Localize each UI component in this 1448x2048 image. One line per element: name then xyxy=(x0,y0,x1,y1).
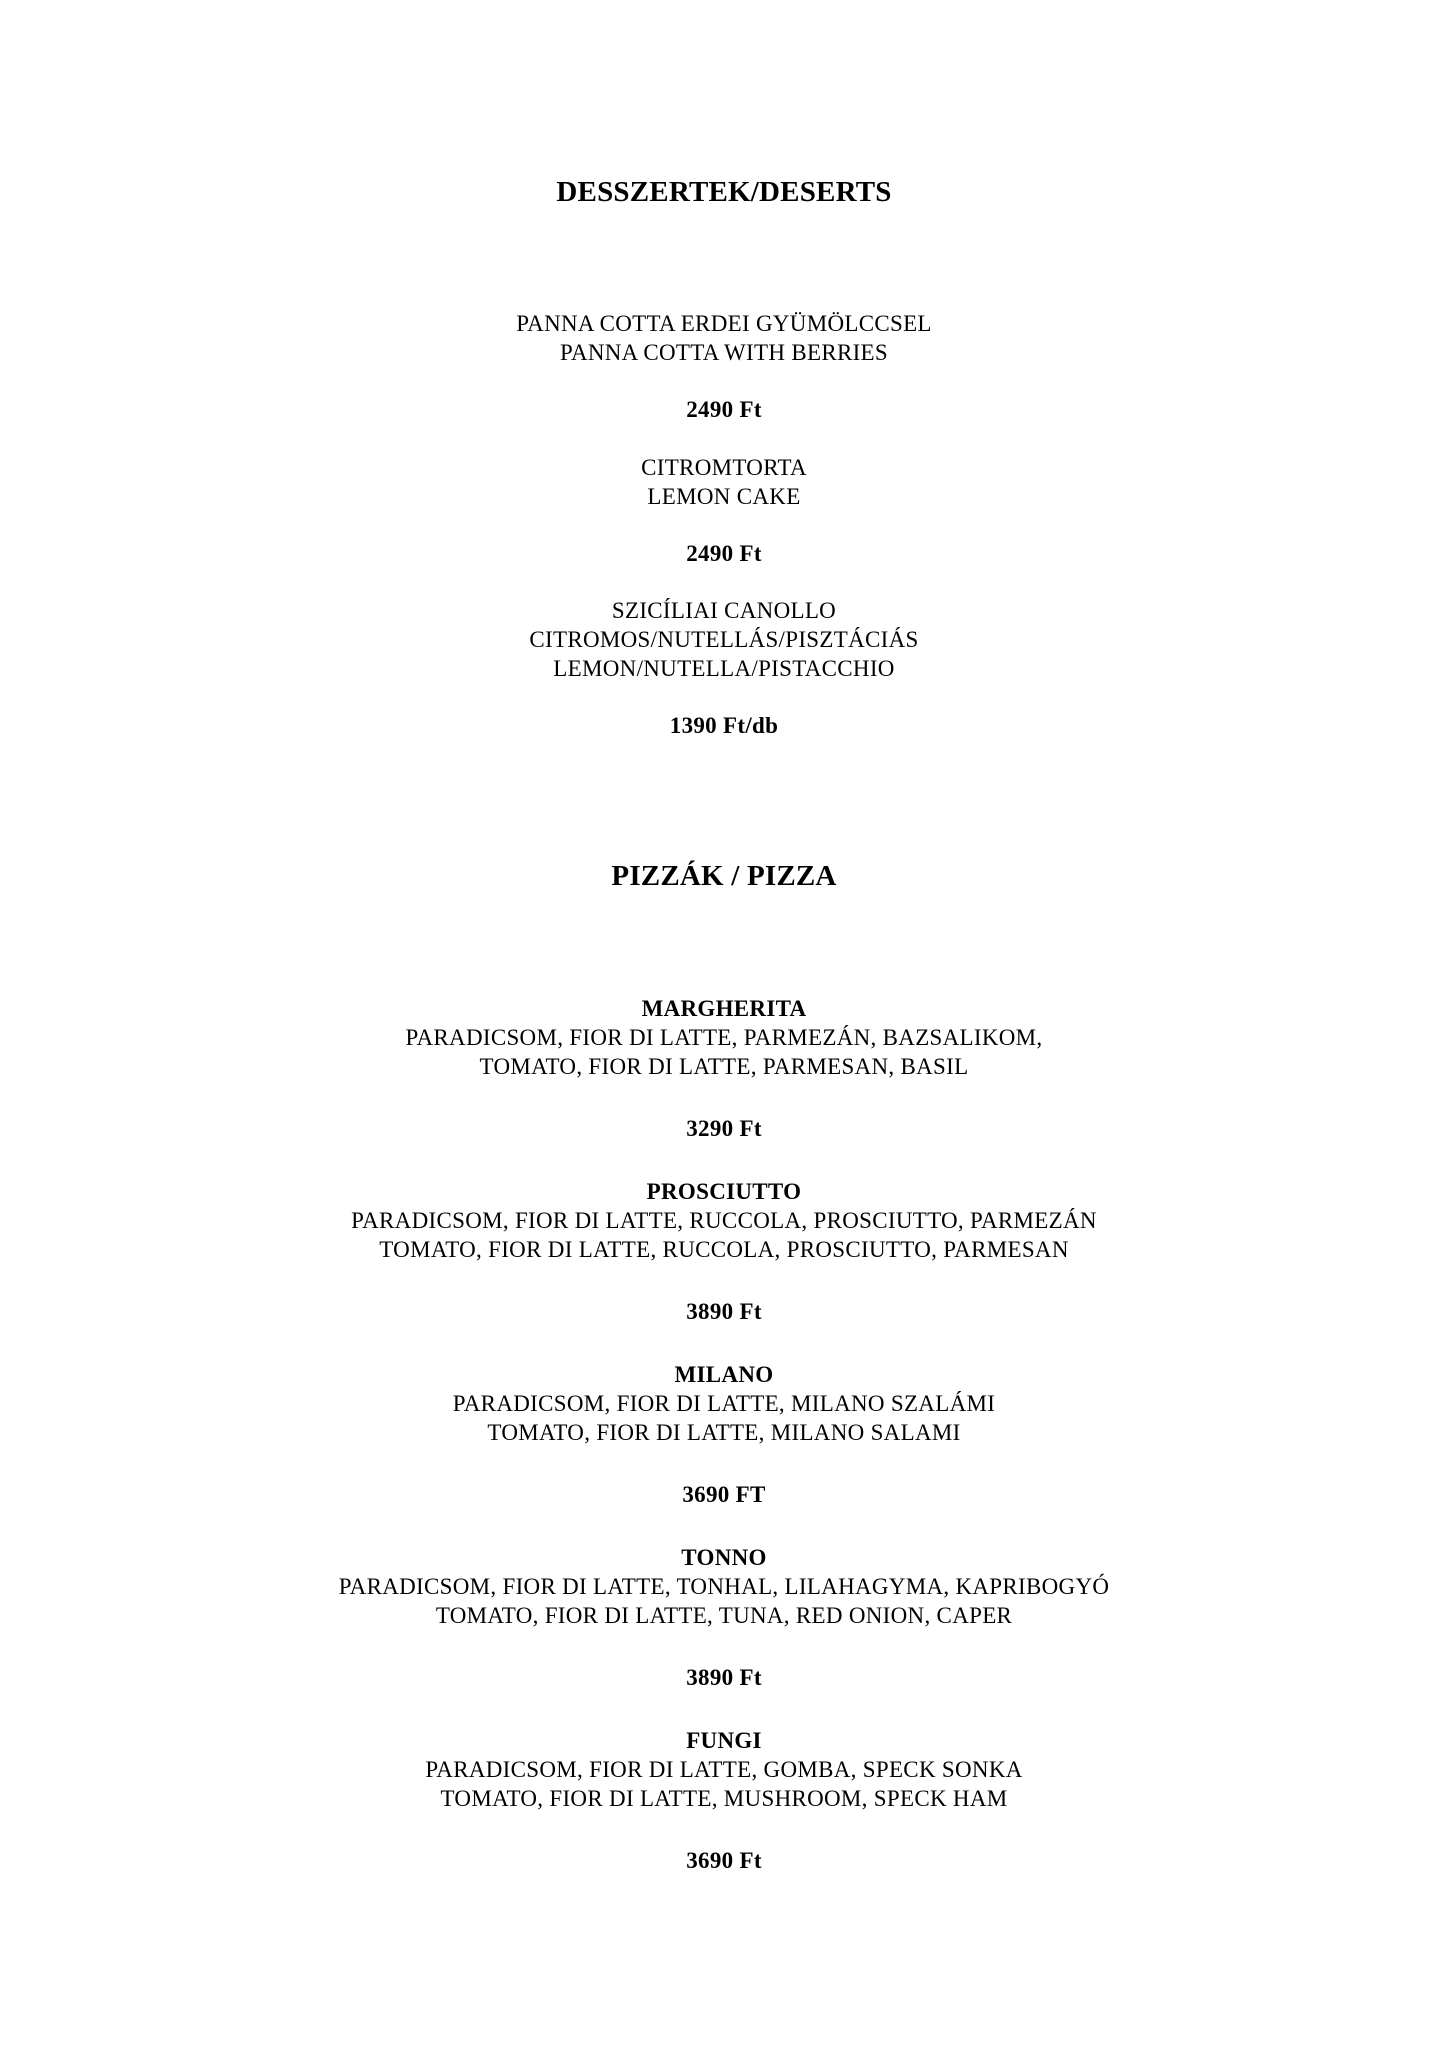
pizza-tonno-ingredients-hu: PARADICSOM, FIOR DI LATTE, TONHAL, LILAHAGYMA, KAPRIBOGYÓ xyxy=(338,1574,1110,1599)
pizza-milano-ingredients-en: TOMATO, FIOR DI LATTE, MILANO SALAMI xyxy=(487,1420,961,1445)
pizza-tonno-ingredients-en: TOMATO, FIOR DI LATTE, TUNA, RED ONION, CAPER xyxy=(435,1603,1013,1628)
pizza-prosciutto-name: PROSCIUTTO xyxy=(646,1179,802,1204)
pizza-milano-ingredients-hu: PARADICSOM, FIOR DI LATTE, MILANO SZALÁMI xyxy=(452,1391,996,1416)
pizza-fungi-ingredients-hu: PARADICSOM, FIOR DI LATTE, GOMBA, SPECK SONKA xyxy=(425,1757,1023,1782)
pizza-tonno-price: 3890 Ft xyxy=(686,1665,762,1690)
dessert-lemon-cake-hu: CITROMTORTA xyxy=(641,455,807,480)
pizza-milano-name: MILANO xyxy=(674,1362,774,1387)
section-heading-desserts: DESSZERTEK/DESERTS xyxy=(556,176,892,208)
dessert-canollo-flavors-en: LEMON/NUTELLA/PISTACCHIO xyxy=(553,656,895,681)
pizza-prosciutto-ingredients-en: TOMATO, FIOR DI LATTE, RUCCOLA, PROSCIUTTO, PARMESAN xyxy=(379,1237,1069,1262)
pizza-milano-price: 3690 FT xyxy=(682,1482,766,1507)
dessert-canollo-flavors-hu: CITROMOS/NUTELLÁS/PISZTÁCIÁS xyxy=(529,627,919,652)
pizza-margherita-name: MARGHERITA xyxy=(641,996,807,1021)
pizza-tonno-name: TONNO xyxy=(681,1545,767,1570)
pizza-prosciutto-price: 3890 Ft xyxy=(686,1299,762,1324)
pizza-fungi-ingredients-en: TOMATO, FIOR DI LATTE, MUSHROOM, SPECK HAM xyxy=(440,1786,1008,1811)
dessert-lemon-cake-en: LEMON CAKE xyxy=(647,484,801,509)
section-heading-pizza: PIZZÁK / PIZZA xyxy=(611,860,837,892)
pizza-prosciutto-ingredients-hu: PARADICSOM, FIOR DI LATTE, RUCCOLA, PROSCIUTTO, PARMEZÁN xyxy=(351,1208,1097,1233)
pizza-margherita-ingredients-hu: PARADICSOM, FIOR DI LATTE, PARMEZÁN, BAZSALIKOM, xyxy=(405,1025,1043,1050)
pizza-margherita-price: 3290 Ft xyxy=(686,1116,762,1141)
pizza-fungi-price: 3690 Ft xyxy=(686,1848,762,1873)
dessert-lemon-cake-price: 2490 Ft xyxy=(686,541,762,566)
dessert-panna-cotta-price: 2490 Ft xyxy=(686,397,762,422)
dessert-canollo-name: SZICÍLIAI CANOLLO xyxy=(611,598,837,623)
dessert-panna-cotta-en: PANNA COTTA WITH BERRIES xyxy=(559,340,889,365)
pizza-margherita-ingredients-en: TOMATO, FIOR DI LATTE, PARMESAN, BASIL xyxy=(479,1054,969,1079)
dessert-canollo-price: 1390 Ft/db xyxy=(669,713,779,738)
pizza-fungi-name: FUNGI xyxy=(686,1728,762,1753)
dessert-panna-cotta-hu: PANNA COTTA ERDEI GYÜMÖLCCSEL xyxy=(516,311,932,336)
